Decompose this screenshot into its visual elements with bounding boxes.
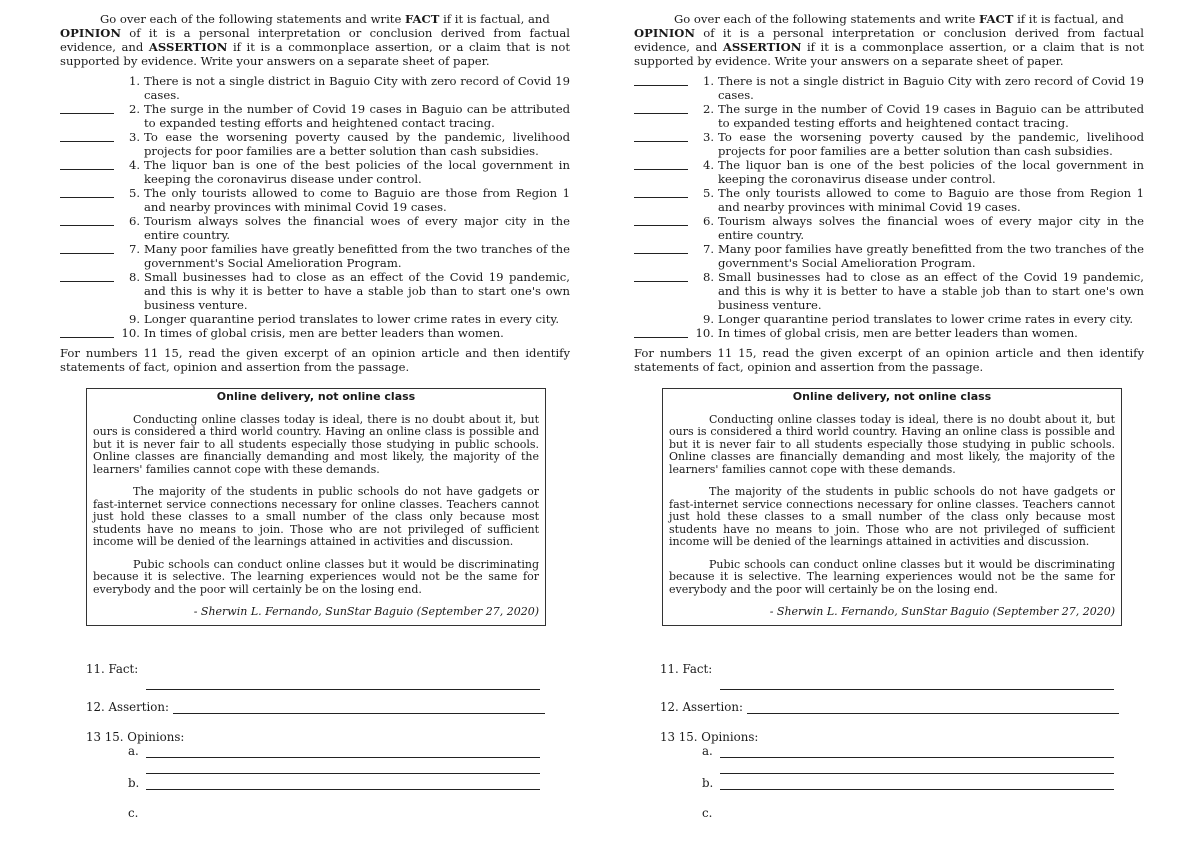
article-paragraph: Conducting online classes today is ideal, there is no doubt about it, but ours is considered a third world country. Having an online class is possible and but it is never fair to all students especially those studying in public schools. Online classes are financially demanding and most likely, the majority of the learners' families cannot cope with these demands. xyxy=(93,412,539,476)
statement-item: 8. Small businesses had to close as an effect of the Covid 19 pandemic, and this is why it is better to have a stable job than to start one's own business venture. xyxy=(634,270,1144,312)
statement-list xyxy=(60,74,570,340)
article-paragraph: The majority of the students in public schools do not have gadgets or fast-internet service connections necessary for online classes. Teachers cannot just hold these classes to a small number of the class only because most students have no means to join. Those who are not privileged of sufficient income will be denied of the learnings attained in activities and discussion. xyxy=(93,485,539,548)
statement-item: 2. The surge in the number of Covid 19 cases in Baguio can be attributed to expanded testing efforts and heightened contact tracing. xyxy=(60,102,570,130)
statement-item: 9. Longer quarantine period translates to lower crime rates in every city. xyxy=(60,312,570,326)
answer-blank[interactable] xyxy=(60,312,114,324)
statement-item: 4. The liquor ban is one of the best policies of the local government in keeping the coronavirus disease under control. xyxy=(60,158,570,186)
article-paragraph: Pubic schools can conduct online classes but it would be discriminating because it is selective. The learning experiences would not be the same for everybody and the poor will certainly be on the losing end. xyxy=(93,557,539,596)
answer-blank[interactable] xyxy=(634,102,688,114)
statement-item: 3. To ease the worsening poverty caused by the pandemic, livelihood projects for poor families are a better solution than cash subsidies. xyxy=(60,130,570,158)
answer-blank[interactable] xyxy=(60,270,114,282)
answer-blank[interactable] xyxy=(60,326,114,338)
article-byline: - Sherwin L. Fernando, SunStar Baguio (September 27, 2020) xyxy=(193,605,539,618)
answer-blank[interactable] xyxy=(634,74,688,86)
answer-blank[interactable] xyxy=(634,158,688,170)
statement-item: 6. Tourism always solves the financial woes of every major city in the entire country. xyxy=(60,214,570,242)
answer-blank[interactable] xyxy=(60,102,114,114)
statement-list xyxy=(634,74,1144,340)
article-title: Online delivery, not online class xyxy=(216,390,416,403)
answer-section: 11. Fact: 12. Assertion: 13 15. Opinions: a. b. c. xyxy=(60,652,570,820)
fact-answer-line[interactable] xyxy=(146,677,540,690)
answer-blank[interactable] xyxy=(634,326,688,338)
statement-item: 1. There is not a single district in Baguio City with zero record of Covid 19 cases. xyxy=(60,74,570,102)
answer-blank[interactable] xyxy=(60,186,114,198)
answer-blank[interactable] xyxy=(634,242,688,254)
opinions-question: 13 15. Opinions: xyxy=(86,729,185,744)
opinion-b-line[interactable] xyxy=(146,777,540,790)
fact-question: 11. Fact: xyxy=(660,661,713,676)
statement-item: 1. There is not a single district in Baguio City with zero record of Covid 19 cases. xyxy=(634,74,1144,102)
answer-blank[interactable] xyxy=(60,242,114,254)
answer-blank[interactable] xyxy=(60,214,114,226)
worksheet-left xyxy=(60,0,570,820)
article-box xyxy=(662,388,1122,626)
statement-item: 7. Many poor families have greatly benefitted from the two tranches of the government's Social Amelioration Program. xyxy=(60,242,570,270)
statement-item: 4. The liquor ban is one of the best policies of the local government in keeping the coronavirus disease under control. xyxy=(634,158,1144,186)
article-box xyxy=(86,388,546,626)
article-title: Online delivery, not online class xyxy=(792,390,992,403)
worksheet-right xyxy=(634,0,1144,820)
directions: Go over each of the following statements and write FACT if it is factual, and OPINION of it is a personal interpretation or conclusion derived from factual evidence, and ASSERTION if it is a commonplace assertion, or a claim that is not supported by evidence. Write your answers on a separate sheet of paper. xyxy=(634,12,1144,68)
opinion-a-line[interactable] xyxy=(146,745,540,758)
answer-blank[interactable] xyxy=(634,214,688,226)
opinion-a-line-2[interactable] xyxy=(720,761,1114,774)
excerpt-instruction: For numbers 11 15, read the given excerpt of an opinion article and then identify statements of fact, opinion and assertion from the passage. xyxy=(60,346,570,374)
statement-item: 10. In times of global crisis, men are better leaders than women. xyxy=(60,326,570,340)
excerpt-instruction: For numbers 11 15, read the given excerpt of an opinion article and then identify statements of fact, opinion and assertion from the passage. xyxy=(634,346,1144,374)
statement-item: 9. Longer quarantine period translates to lower crime rates in every city. xyxy=(634,312,1144,326)
answer-blank[interactable] xyxy=(634,186,688,198)
fact-question: 11. Fact: xyxy=(86,661,139,676)
answer-blank[interactable] xyxy=(60,130,114,142)
statement-item: 8. Small businesses had to close as an effect of the Covid 19 pandemic, and this is why it is better to have a stable job than to start one's own business venture. xyxy=(60,270,570,312)
opinions-question: 13 15. Opinions: xyxy=(660,729,759,744)
statement-item: 6. Tourism always solves the financial woes of every major city in the entire country. xyxy=(634,214,1144,242)
answer-blank[interactable] xyxy=(634,130,688,142)
assertion-question: 12. Assertion: xyxy=(86,690,570,714)
opinion-a-line[interactable] xyxy=(720,745,1114,758)
answer-section: 11. Fact: 12. Assertion: 13 15. Opinions: a. b. c. xyxy=(634,652,1144,820)
directions: Go over each of the following statements and write FACT if it is factual, and OPINION of it is a personal interpretation or conclusion derived from factual evidence, and ASSERTION if it is a commonplace assertion, or a claim that is not supported by evidence. Write your answers on a separate sheet of paper. xyxy=(60,12,570,68)
opinion-a-line-2[interactable] xyxy=(146,761,540,774)
answer-blank[interactable] xyxy=(634,312,688,324)
assertion-answer-line[interactable] xyxy=(747,701,1119,714)
opinion-b-line[interactable] xyxy=(720,777,1114,790)
assertion-answer-line[interactable] xyxy=(173,701,545,714)
assertion-question: 12. Assertion: xyxy=(660,690,1144,714)
article-paragraph: Conducting online classes today is ideal, there is no doubt about it, but ours is considered a third world country. Having an online class is possible and but it is never fair to all students especially those studying in public schools. Online classes are financially demanding and most likely, the majority of the learners' families cannot cope with these demands. xyxy=(669,412,1115,476)
article-paragraph: The majority of the students in public schools do not have gadgets or fast-internet service connections necessary for online classes. Teachers cannot just hold these classes to a small number of the class only because most students have no means to join. Those who are not privileged of sufficient income will be denied of the learnings attained in activities and discussion. xyxy=(669,485,1115,548)
article-byline: - Sherwin L. Fernando, SunStar Baguio (September 27, 2020) xyxy=(769,605,1115,618)
statement-item: 5. The only tourists allowed to come to Baguio are those from Region 1 and nearby provinces with minimal Covid 19 cases. xyxy=(60,186,570,214)
fact-answer-line[interactable] xyxy=(720,677,1114,690)
article-paragraph: Pubic schools can conduct online classes but it would be discriminating because it is selective. The learning experiences would not be the same for everybody and the poor will certainly be on the losing end. xyxy=(669,557,1115,596)
answer-blank[interactable] xyxy=(60,158,114,170)
statement-item: 5. The only tourists allowed to come to Baguio are those from Region 1 and nearby provinces with minimal Covid 19 cases. xyxy=(634,186,1144,214)
statement-item: 3. To ease the worsening poverty caused by the pandemic, livelihood projects for poor families are a better solution than cash subsidies. xyxy=(634,130,1144,158)
statement-item: 7. Many poor families have greatly benefitted from the two tranches of the government's Social Amelioration Program. xyxy=(634,242,1144,270)
statement-item: 10. In times of global crisis, men are better leaders than women. xyxy=(634,326,1144,340)
statement-item: 2. The surge in the number of Covid 19 cases in Baguio can be attributed to expanded testing efforts and heightened contact tracing. xyxy=(634,102,1144,130)
answer-blank[interactable] xyxy=(60,74,114,86)
answer-blank[interactable] xyxy=(634,270,688,282)
